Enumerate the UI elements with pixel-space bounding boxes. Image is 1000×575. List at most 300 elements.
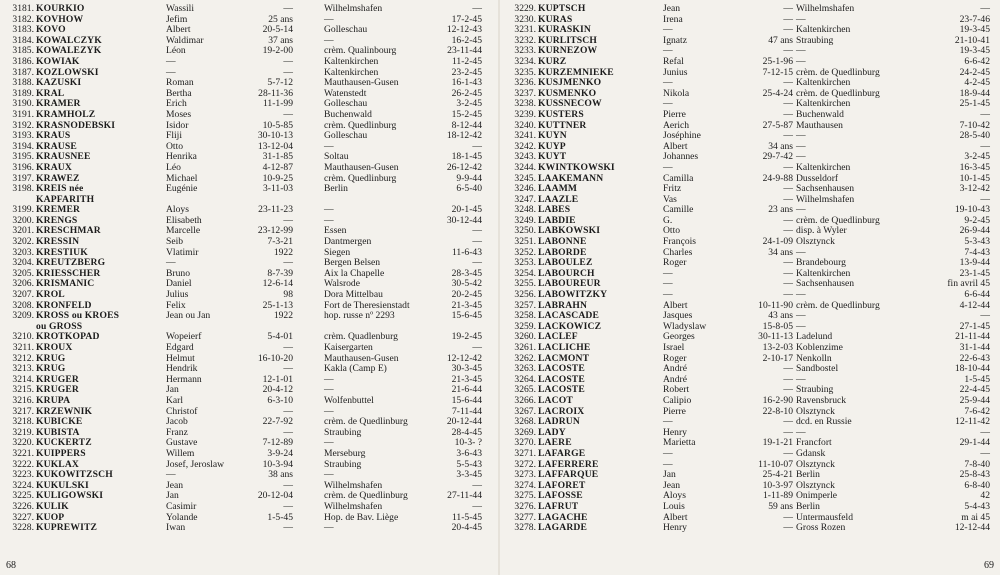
birth-date: 11-10-07 — [758, 458, 793, 470]
death-date: 18-9-44 — [959, 87, 990, 99]
place: Ladelund — [796, 331, 833, 343]
place: Mauthausen-Gusen — [324, 161, 399, 173]
first-name: Georges — [663, 331, 695, 343]
surname: LAFORET — [538, 479, 586, 491]
surname: LABONNE — [538, 236, 587, 248]
list-row — [6, 4, 496, 15]
first-name: — — [663, 45, 673, 57]
place: Berlin — [796, 500, 820, 512]
entry-number: 3223. — [12, 469, 34, 481]
birth-date: — — [783, 447, 793, 459]
surname: KAPFARITH — [36, 193, 95, 205]
first-name: Henry — [663, 426, 687, 438]
birth-date: — — [783, 130, 793, 142]
surname: KURNEZOW — [538, 45, 598, 57]
place: Kaltenkirchen — [796, 267, 851, 279]
birth-date: — — [283, 522, 293, 534]
place: crèm. de Quedlinburg — [796, 87, 880, 99]
surname: KUBISTA — [36, 426, 80, 438]
birth-date: — — [783, 384, 793, 396]
first-name: Jan — [166, 490, 179, 502]
death-date: 30-12-44 — [446, 214, 482, 226]
place: — — [796, 45, 806, 57]
birth-date: 98 — [283, 289, 293, 301]
entry-number: 3236. — [514, 77, 536, 89]
surname: KUSTERS — [538, 108, 584, 120]
surname: LADRUN — [538, 416, 580, 428]
birth-date: 23-11-23 — [258, 204, 293, 216]
entry-number: 3201. — [12, 225, 34, 237]
entry-number: 3250. — [514, 225, 536, 237]
entry-number: 3197. — [12, 172, 34, 184]
death-date: — — [980, 310, 990, 322]
place: — — [324, 214, 334, 226]
first-name: Vas — [663, 193, 677, 205]
first-name: Elisabeth — [166, 214, 202, 226]
surname: KUPTSCH — [538, 3, 586, 14]
entry-number: 3196. — [12, 161, 34, 173]
surname: LACLEF — [538, 331, 578, 343]
surname: KRESTIUK — [36, 246, 88, 258]
birth-date: 30-10-13 — [257, 130, 293, 142]
birth-date: 5-7-12 — [267, 77, 293, 89]
list-row — [6, 131, 496, 142]
place: Sachsenhausen — [796, 183, 855, 195]
place: Golleschau — [324, 24, 368, 36]
death-date: 42 — [980, 490, 990, 502]
place: Olsztynck — [796, 405, 835, 417]
first-name: — — [663, 289, 673, 301]
death-date: 18-10-44 — [954, 363, 990, 375]
entry-number: 3254. — [514, 267, 536, 279]
entry-number: 3222. — [12, 458, 34, 470]
birth-date: — — [283, 66, 293, 78]
list-row — [508, 523, 998, 534]
birth-date: 19-1-21 — [762, 437, 793, 449]
entry-number: 3221. — [12, 447, 34, 459]
place: Kaltenkirchen — [796, 24, 851, 36]
surname: KUKOWITZSCH — [36, 469, 113, 481]
entry-number: 3262. — [514, 352, 536, 364]
surname: KOWIAK — [36, 55, 80, 67]
list-row — [6, 396, 496, 407]
place: — — [796, 320, 806, 332]
death-date: 26-12-42 — [446, 161, 482, 173]
death-date: — — [472, 479, 482, 491]
first-name: Wladyslaw — [663, 320, 707, 332]
entry-number: 3189. — [12, 87, 34, 99]
first-name: Israel — [663, 342, 685, 353]
first-name: Jefim — [166, 13, 188, 25]
death-date: 20-12-44 — [446, 416, 482, 428]
entry-number: 3240. — [514, 119, 536, 131]
first-name: Erich — [166, 98, 187, 110]
entry-number: 3214. — [12, 373, 34, 385]
surname: KUCKERTZ — [36, 437, 92, 449]
birth-date: 20-4-12 — [262, 384, 293, 396]
place: Aix la Chapelle — [324, 267, 385, 279]
first-name: Michael — [166, 172, 198, 184]
birth-date: 1-5-45 — [267, 511, 293, 523]
entry-number: 3220. — [12, 437, 34, 449]
entry-number: 3183. — [12, 24, 34, 36]
death-date: 23-11-44 — [447, 45, 482, 57]
first-name: Moses — [166, 108, 192, 120]
surname: LAFERRERE — [538, 458, 599, 470]
birth-date: — — [783, 373, 793, 385]
place: Brandebourg — [796, 257, 846, 269]
death-date: 6-5-40 — [456, 183, 482, 195]
birth-date: — — [783, 24, 793, 36]
place: Wilhelmshafen — [796, 3, 855, 14]
first-name: — — [663, 24, 673, 36]
list-row — [508, 142, 998, 153]
list-row — [6, 226, 496, 237]
surname: LABOUREUR — [538, 278, 601, 290]
surname: KOVO — [36, 24, 66, 36]
first-name: Gustave — [166, 437, 198, 449]
death-date: 22-6-43 — [959, 352, 990, 364]
place: Watenstedt — [324, 87, 367, 99]
entry-number: 3266. — [514, 394, 536, 406]
surname: LAERE — [538, 437, 572, 449]
first-name: Marietta — [663, 437, 696, 449]
death-date: 12-12-44 — [954, 522, 990, 534]
death-date: 20-2-45 — [451, 289, 482, 301]
entry-number: 3239. — [514, 108, 536, 120]
place: Siegen — [324, 246, 351, 258]
entry-number: 3186. — [12, 55, 34, 67]
death-date: 28-5-40 — [959, 130, 990, 142]
death-date: 31-1-44 — [959, 342, 990, 353]
death-date: 17-2-45 — [451, 13, 482, 25]
place: disp. à Wyler — [796, 225, 847, 237]
surname: KROSS ou KROES — [36, 310, 120, 322]
first-name: Casimir — [166, 500, 197, 512]
surname: KAZUSKI — [36, 77, 82, 89]
first-name: Jean ou Jan — [166, 310, 211, 322]
surname: LACLICHE — [538, 342, 591, 353]
first-name: Marcelle — [166, 225, 201, 237]
surname: KURZEMNIEKE — [538, 66, 614, 78]
birth-date: — — [283, 405, 293, 417]
death-date: 7-8-40 — [964, 458, 990, 470]
death-date: 3-3-45 — [456, 469, 482, 481]
first-name: François — [663, 236, 697, 248]
birth-date: 1922 — [273, 246, 293, 258]
death-date: — — [980, 140, 990, 152]
surname: KRISMANIC — [36, 278, 95, 290]
entry-number: 3252. — [514, 246, 536, 258]
place: Mauthausen-Gusen — [324, 77, 399, 89]
surname: LACKOWICZ — [538, 320, 602, 332]
death-date: 5-4-43 — [964, 500, 990, 512]
list-row — [6, 121, 496, 132]
death-date: — — [980, 426, 990, 438]
surname: KOVHOW — [36, 13, 84, 25]
place: Wilhelmshafen — [324, 500, 383, 512]
place: — — [796, 13, 806, 25]
place: — — [324, 13, 334, 25]
first-name: Jan — [663, 469, 676, 481]
first-name: — — [663, 278, 673, 290]
entry-number: 3260. — [514, 331, 536, 343]
death-date: 1-5-45 — [964, 373, 990, 385]
surname: LABOURCH — [538, 267, 595, 279]
death-date: 23-1-45 — [959, 267, 990, 279]
entry-number: 3235. — [514, 66, 536, 78]
place: crèm. de Quedlinburg — [796, 299, 880, 311]
first-name: Henrika — [166, 151, 197, 163]
entry-number: 3184. — [12, 34, 34, 46]
first-name: Roger — [663, 257, 687, 269]
place: Dusseldorf — [796, 172, 839, 184]
entry-number: 3224. — [12, 479, 34, 491]
death-date: 21-3-45 — [451, 373, 482, 385]
first-name: Albert — [663, 299, 688, 311]
birth-date: 8-7-39 — [267, 267, 293, 279]
death-date: — — [472, 3, 482, 14]
entry-number: 3203. — [12, 246, 34, 258]
first-name: Joséphine — [663, 130, 701, 142]
entry-number: 3233. — [514, 45, 536, 57]
surname: KREIS née — [36, 183, 84, 195]
death-date: 16-1-43 — [451, 77, 482, 89]
page-gutter — [498, 0, 500, 575]
first-name: Henry — [663, 522, 687, 534]
place: Olsztynck — [796, 458, 835, 470]
birth-date: 7-3-21 — [267, 236, 293, 248]
first-name: Bruno — [166, 267, 190, 279]
death-date: — — [472, 236, 482, 248]
surname: KULIGOWSKI — [36, 490, 104, 502]
place: Berlin — [796, 469, 820, 481]
birth-date: 29-7-42 — [762, 151, 793, 163]
list-row — [508, 417, 998, 428]
place: — — [324, 469, 334, 481]
list-row — [508, 491, 998, 502]
entry-number: 3232. — [514, 34, 536, 46]
death-date: 26-2-45 — [451, 87, 482, 99]
surname: LAFFARQUE — [538, 469, 599, 481]
first-name: Aloys — [663, 490, 686, 502]
birth-date: — — [783, 3, 793, 14]
list-row — [6, 385, 496, 396]
death-date: 21-10-41 — [954, 34, 990, 46]
surname: KUKLAX — [36, 458, 80, 470]
place: Kaltenkirchen — [324, 55, 379, 67]
birth-date: — — [283, 426, 293, 438]
first-name: Helmut — [166, 352, 195, 364]
surname: KRUGER — [36, 373, 80, 385]
entry-number: 3269. — [514, 426, 536, 438]
entry-number: 3274. — [514, 479, 536, 491]
entry-number: 3182. — [12, 13, 34, 25]
list-row — [6, 375, 496, 386]
first-name: Otto — [663, 225, 681, 237]
list-row — [6, 343, 496, 354]
first-name: Jean — [166, 479, 184, 491]
entry-number: 3229. — [514, 3, 536, 14]
first-name: Hendrik — [166, 363, 198, 375]
birth-date: — — [283, 500, 293, 512]
first-name: Aerich — [663, 119, 690, 131]
list-row — [508, 407, 998, 418]
death-date: 15-6-44 — [451, 394, 482, 406]
birth-date: — — [783, 363, 793, 375]
birth-date: 25-1-96 — [762, 55, 793, 67]
death-date: 10-1-45 — [959, 172, 990, 184]
birth-date: 10-3-97 — [762, 479, 793, 491]
surname: KUKULSKI — [36, 479, 89, 491]
first-name: Josef, Jeroslaw — [166, 458, 225, 470]
first-name: Albert — [663, 140, 688, 152]
first-name: Aloys — [166, 204, 189, 216]
surname: KRUG — [36, 352, 66, 364]
surname: KRENGS — [36, 214, 78, 226]
surname: KUBICKE — [36, 416, 83, 428]
place: — — [324, 140, 334, 152]
entry-number: 3264. — [514, 373, 536, 385]
place: crèm. Quedlinburg — [324, 119, 397, 131]
surname: KUOP — [36, 511, 65, 523]
birth-date: 3-11-03 — [262, 183, 293, 195]
first-name: Hermann — [166, 373, 202, 385]
surname: LACOSTE — [538, 384, 585, 396]
place: Kaltenkirchen — [796, 77, 851, 89]
birth-date: 1922 — [273, 310, 293, 322]
entry-number: 3258. — [514, 310, 536, 322]
surname: KWINTKOWSKI — [538, 161, 615, 173]
surname: KRESCHMAR — [36, 225, 101, 237]
entry-number: 3228. — [12, 522, 34, 534]
death-date: 3-2-45 — [456, 98, 482, 110]
death-date: 19-10-43 — [954, 204, 990, 216]
birth-date: 23 ans — [768, 204, 793, 216]
birth-date: — — [783, 214, 793, 226]
first-name: Jean — [663, 479, 681, 491]
place: Dantmergen — [324, 236, 372, 248]
place: — — [324, 34, 334, 46]
place: — — [324, 405, 334, 417]
first-name: Jean — [663, 3, 681, 14]
place: Kaltenkirchen — [324, 66, 379, 78]
place: crèm. Qualinbourg — [324, 45, 397, 57]
entry-number: 3225. — [12, 490, 34, 502]
death-date: 28-3-45 — [451, 267, 482, 279]
first-name: Julius — [166, 289, 189, 301]
death-date: 25-9-44 — [959, 394, 990, 406]
birth-date: 19-2-00 — [262, 45, 293, 57]
place: dcd. en Russie — [796, 416, 852, 428]
death-date: 27-11-44 — [447, 490, 482, 502]
birth-date: 43 ans — [768, 310, 793, 322]
first-name: Junius — [663, 66, 688, 78]
death-date: 22-4-45 — [959, 384, 990, 396]
surname: LACOSTE — [538, 373, 585, 385]
entry-number: 3202. — [12, 236, 34, 248]
first-name: Jan — [166, 384, 179, 396]
entry-number: 3215. — [12, 384, 34, 396]
birth-date: 34 ans — [768, 140, 793, 152]
place: Onimperle — [796, 490, 838, 502]
birth-date: — — [283, 108, 293, 120]
birth-date: — — [283, 479, 293, 491]
birth-date: — — [783, 45, 793, 57]
place: Kakla (Camp E) — [324, 363, 387, 375]
place: Bergen Belsen — [324, 257, 381, 269]
entry-number: 3217. — [12, 405, 34, 417]
place: Olsztynck — [796, 236, 835, 248]
death-date: 15-6-45 — [451, 310, 482, 322]
death-date: 6-6-42 — [964, 55, 990, 67]
first-name: Camille — [663, 204, 694, 216]
death-date: 9-2-45 — [964, 214, 990, 226]
first-name: — — [663, 458, 673, 470]
entry-number: 3244. — [514, 161, 536, 173]
place: Hop. de Bav. Liège — [324, 511, 399, 523]
entry-number: 3191. — [12, 108, 34, 120]
surname: LACMONT — [538, 352, 590, 364]
birth-date: — — [783, 13, 793, 25]
birth-date: 10-11-90 — [758, 299, 793, 311]
entry-number: 3226. — [12, 500, 34, 512]
birth-date: 12-6-14 — [262, 278, 293, 290]
list-row — [6, 78, 496, 89]
surname: KRAMER — [36, 98, 81, 110]
place: Sandbostel — [796, 363, 839, 375]
death-date: 4-2-45 — [964, 77, 990, 89]
entry-number: 3273. — [514, 469, 536, 481]
birth-date: 20-12-04 — [257, 490, 293, 502]
entry-number: 3251. — [514, 236, 536, 248]
surname: KRAUSNEE — [36, 151, 91, 163]
death-date: 12-12-42 — [446, 352, 482, 364]
birth-date: 7-12-15 — [762, 66, 793, 78]
first-name: — — [663, 161, 673, 173]
surname: KUSMENKO — [538, 87, 597, 99]
surname: KURASKIN — [538, 24, 591, 36]
surname: KRUGER — [36, 384, 80, 396]
surname: LAFOSSE — [538, 490, 583, 502]
birth-date: 16-2-90 — [762, 394, 793, 406]
death-date: — — [472, 257, 482, 269]
surname: LAAMM — [538, 183, 578, 195]
birth-date: — — [783, 183, 793, 195]
surname: LABES — [538, 204, 571, 216]
first-name: Waldimar — [166, 34, 204, 46]
death-date: 21-6-44 — [451, 384, 482, 396]
entry-number: 3206. — [12, 278, 34, 290]
list-row — [6, 491, 496, 502]
first-name: Jasques — [663, 310, 693, 322]
death-date: 13-9-44 — [959, 257, 990, 269]
death-date: 27-1-45 — [959, 320, 990, 332]
first-name: Christof — [166, 405, 198, 417]
death-date: 21-11-44 — [955, 331, 990, 343]
birth-date: — — [783, 161, 793, 173]
first-name: Refal — [663, 55, 684, 67]
entry-number: 3276. — [514, 500, 536, 512]
birth-date: 31-1-85 — [262, 151, 293, 163]
death-date: 11-2-45 — [451, 55, 482, 67]
place: Gdansk — [796, 447, 826, 459]
birth-date: 7-12-89 — [262, 437, 293, 449]
surname: KURZ — [538, 55, 567, 67]
place: crèm. Quedlinburg — [324, 172, 397, 184]
list-row — [6, 110, 496, 121]
first-name: Eugénie — [166, 183, 198, 195]
